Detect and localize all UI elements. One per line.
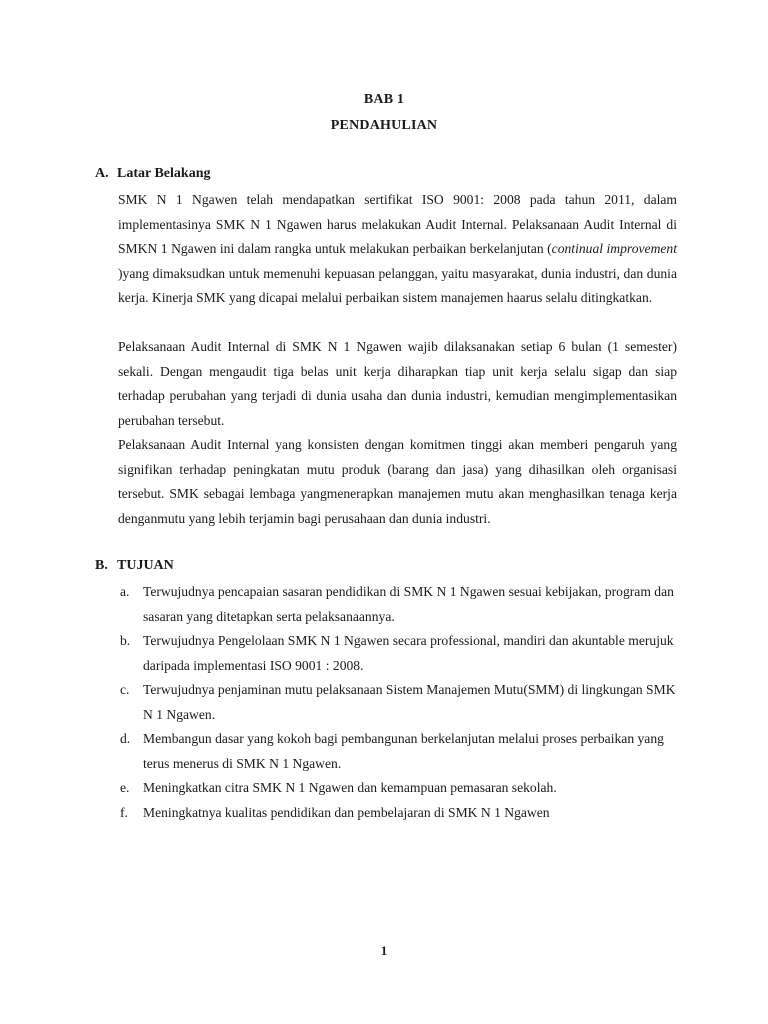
list-item-text: Meningkatkan citra SMK N 1 Ngawen dan kemampuan pemasaran sekolah. [143, 780, 557, 795]
list-item [118, 727, 678, 776]
section-a-paragraph-1 [118, 188, 677, 311]
chapter-label: BAB 1 [363, 92, 405, 107]
chapter-title: PENDAHULIAN [330, 118, 438, 133]
list-item-text: Meningkatnya kualitas pendidikan dan pembelajaran di SMK N 1 Ngawen [143, 804, 550, 820]
list-item [118, 776, 678, 801]
list-marker: b. [120, 633, 131, 648]
section-b-heading [95, 558, 174, 574]
list-item-text: Terwujudnya penjaminan mutu pelaksanaan Sistem Manajemen Mutu(SMM) di lingkungan SMK N 1 Ngawen. [143, 682, 676, 722]
section-b-title: TUJUAN [117, 558, 174, 573]
list-marker: a. [120, 584, 130, 599]
list-marker: f. [120, 804, 128, 820]
list-item-text: Terwujudnya Pengelolaan SMK N 1 Ngawen secara professional, mandiri dan akuntable merujuk daripada implementasi ISO 9001 : 2008. [143, 633, 674, 673]
list-marker: e. [120, 780, 130, 795]
list-marker: d. [120, 731, 131, 746]
paragraph-1-text-end: )yang dimaksudkan untuk memenuhi kepuasan pelanggan, yaitu masyarakat, dunia industri, dan dunia kerja. Kinerja SMK yang dicapai melalui perbaikan sistem manajemen haarus selalu ditingkatkan. [118, 265, 677, 305]
section-a-heading [95, 166, 210, 182]
page-number: 1 [380, 943, 388, 958]
list-item-text: Membangun dasar yang kokoh bagi pembangunan berkelanjutan melalui proses perbaikan yang terus menerus di SMK N 1 Ngawen. [143, 731, 664, 771]
list-item [118, 629, 678, 678]
section-a-letter: A. [95, 166, 109, 181]
list-item [118, 580, 678, 629]
section-a-paragraph-3: Pelaksanaan Audit Internal yang konsisten dengan komitmen tinggi akan memberi pengaruh yang signifikan terhadap peningkatan mutu produk (barang dan jasa) yang dihasilkan oleh organisasi tersebut. SMK sebagai lembaga yangmenerapkan manajemen mutu akan menghasilkan tenaga kerja denganmutu yang lebih terjamin bagi perusahaan dan dunia industri. [118, 437, 677, 526]
section-a-title: Latar Belakang [117, 166, 211, 181]
paragraph-1-text-start: SMK N 1 Ngawen telah mendapatkan sertifikat ISO 9001: 2008 pada tahun 2011, dalam implementasinya SMK N 1 Ngawen harus melakukan Audit Internal. Pelaksanaan Audit Internal di SMKN 1 Ngawen ini dalam rangka untuk melakukan perbaikan berkelanjutan ( [118, 192, 677, 256]
objectives-list [118, 580, 678, 825]
list-item [118, 678, 678, 727]
list-marker: c. [120, 682, 130, 697]
section-b-letter: B. [95, 558, 108, 573]
list-item-text: Terwujudnya pencapaian sasaran pendidikan di SMK N 1 Ngawen sesuai kebijakan, program dan sasaran yang ditetapkan serta pelaksanaannya. [143, 584, 674, 624]
paragraph-1-italic-term: continual improvement [551, 241, 677, 256]
section-a-paragraph-2: Pelaksanaan Audit Internal di SMK N 1 Ngawen wajib dilaksanakan setiap 6 bulan (1 semester) sekali. Dengan mengaudit tiga belas unit kerja diharapkan tiap unit kerja selalu sigap dan siap terhadap perubahan yang terjadi di dunia usaha dan dunia industri, kemudian mengimplementasikan perubahan tersebut. [118, 339, 677, 428]
list-item [118, 801, 678, 826]
